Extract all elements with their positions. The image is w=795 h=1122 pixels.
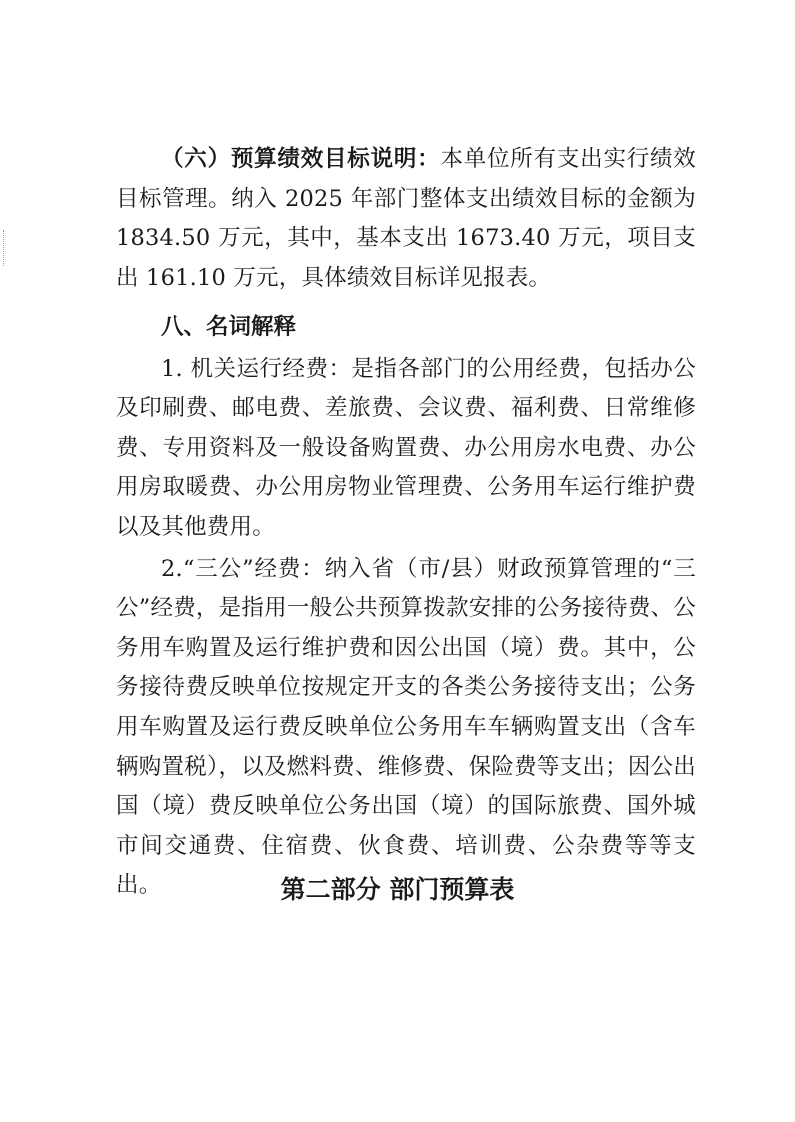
glossary-item-operating-funds: 1. 机关运行经费：是指各部门的公用经费，包括办公及印刷费、邮电费、差旅费、会议费、福利费、日常维修费、专用资料及一般设备购置费、办公用房水电费、办公用房取暖费、办公用房物业管理费、公务用车运行维护费以及其他费用。 — [116, 355, 696, 540]
glossary-section — [116, 308, 696, 906]
performance-goal-text: 本单位所有支出实行绩效目标管理。纳入 2025 年部门整体支出绩效目标的金额为 1834.50 万元，其中，基本支出 1673.40 万元，项目支出 161.10 万元，具体绩效目标详见报表。 — [116, 146, 696, 291]
glossary-heading: 八、名词解释 — [161, 314, 297, 340]
performance-goal-paragraph — [116, 140, 696, 298]
part-two-title: 第二部分 部门预算表 — [280, 875, 515, 904]
scan-artifact — [3, 230, 5, 266]
performance-goal-label: （六）预算绩效目标说明： — [161, 146, 441, 172]
glossary-item-three-public: 2.“三公”经费：纳入省（市/县）财政预算管理的“三公”经费，是指用一般公共预算拨款安排的公务接待费、公务用车购置及运行维护费和因公出国（境）费。其中，公务接待费反映单位按规定开支的各类公务接待支出；公务用车购置及运行费反映单位公务用车车辆购置支出（含车辆购置税），以及燃料费、维修费、保险费等支出；因公出国（境）费反映单位公务出国（境）的国际旅费、国外城市间交通费、住宿费、伙食费、培训费、公杂费等等支出。 — [116, 555, 696, 899]
performance-goal-section — [116, 140, 696, 298]
